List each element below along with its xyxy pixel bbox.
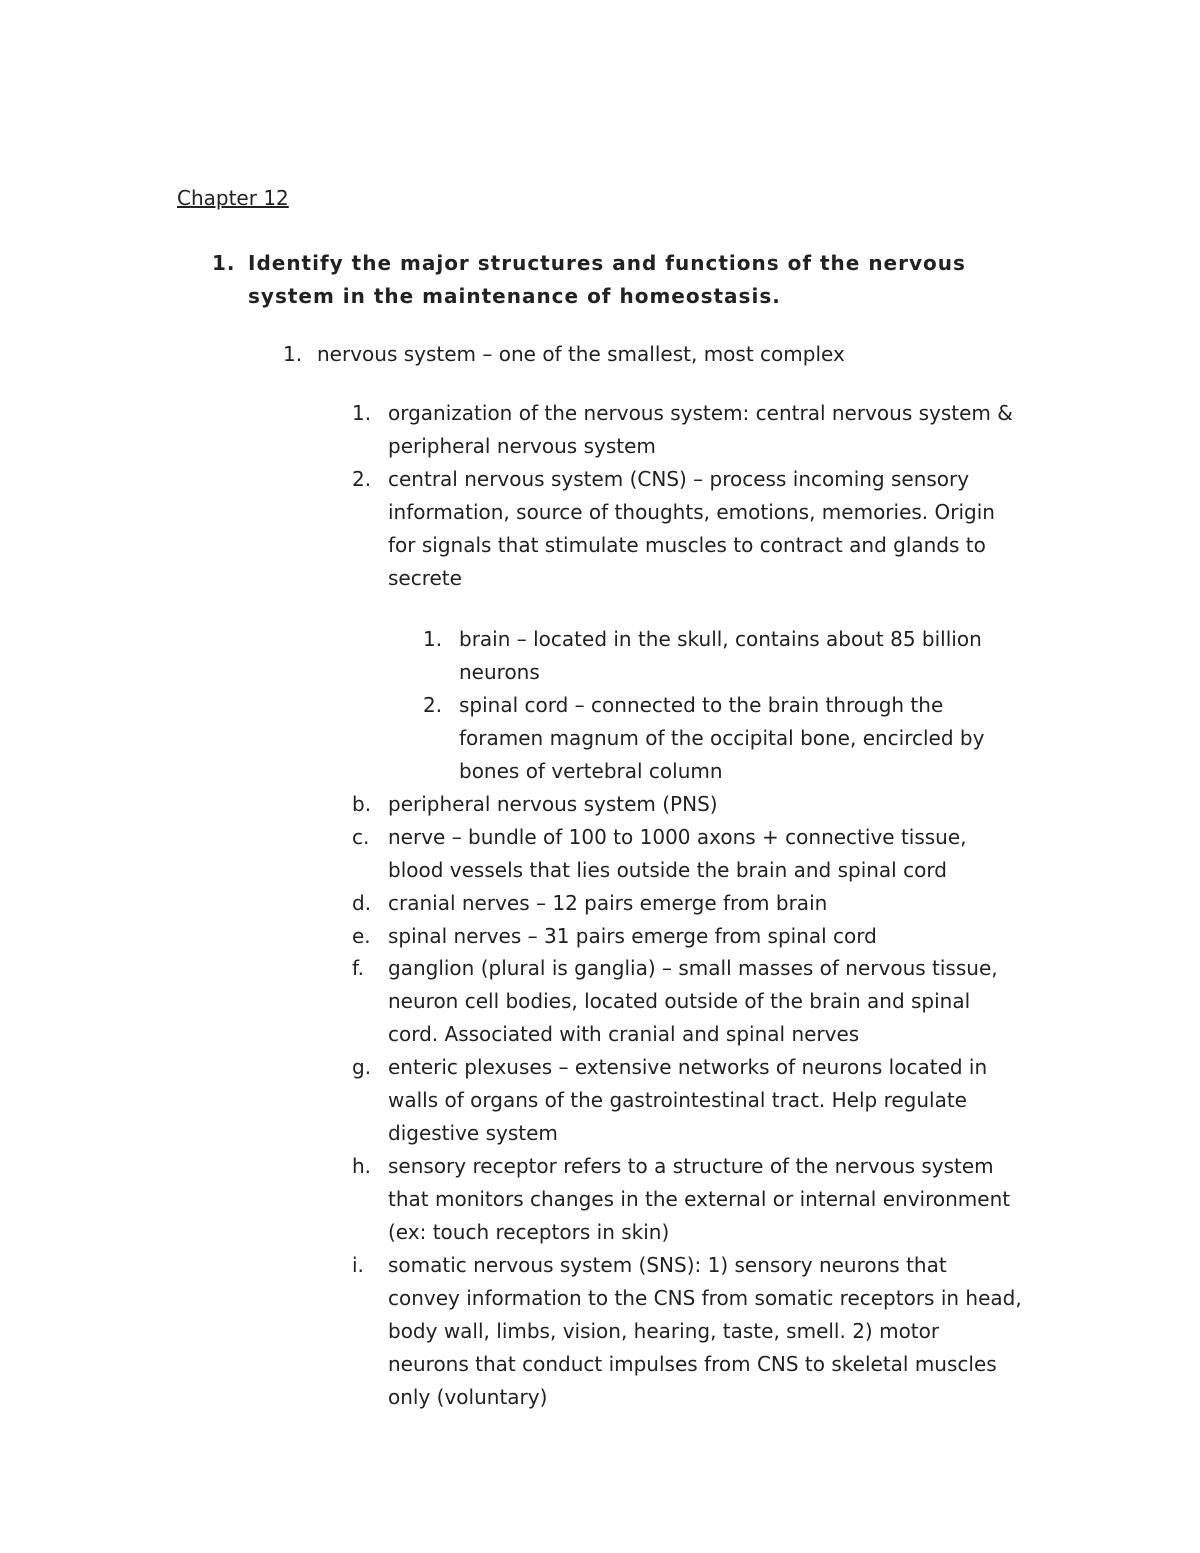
list-text: central nervous system (CNS) – process incoming sensory information, source of thoughts, emotions, memories. Origin for signals that stimulate muscles to contract and glands to secrete	[388, 467, 995, 590]
list-item-level2	[352, 887, 1024, 920]
objective-marker: 1.	[212, 251, 236, 275]
list-text: ganglion (plural is ganglia) – small masses of nervous tissue, neuron cell bodies, located outside of the brain and spinal cord. Associated with cranial and spinal nerves	[388, 956, 998, 1046]
chapter-title: Chapter 12	[177, 186, 289, 210]
list-marker: f.	[352, 956, 364, 980]
list-marker: i.	[352, 1253, 364, 1277]
list-item-level3	[423, 689, 1023, 788]
objective-heading	[212, 247, 992, 313]
list-text: somatic nervous system (SNS): 1) sensory neurons that convey information to the CNS from somatic receptors in head, body wall, limbs, vision, hearing, taste, smell. 2) motor neurons that conduct impulses from CNS to skeletal muscles only (voluntary)	[388, 1253, 1022, 1409]
list-text: nerve – bundle of 100 to 1000 axons + connective tissue, blood vessels that lies outside the brain and spinal cord	[388, 825, 967, 882]
list-marker: e.	[352, 924, 371, 948]
list-item-level2	[352, 463, 1024, 595]
list-marker: b.	[352, 792, 372, 816]
list-item-level2	[352, 397, 1024, 463]
list-text: organization of the nervous system: central nervous system & peripheral nervous system	[388, 401, 1013, 458]
list-text: enteric plexuses – extensive networks of neurons located in walls of organs of the gastrointestinal tract. Help regulate digestive system	[388, 1055, 988, 1145]
list-text: nervous system – one of the smallest, most complex	[317, 342, 845, 366]
list-item-level2	[352, 1249, 1024, 1414]
list-text: cranial nerves – 12 pairs emerge from brain	[388, 891, 828, 915]
list-text: peripheral nervous system (PNS)	[388, 792, 718, 816]
list-item-level2	[352, 821, 1024, 887]
list-marker: 1.	[423, 627, 443, 651]
list-marker: 2.	[423, 693, 443, 717]
list-item-level2	[352, 1051, 1024, 1150]
list-item-level2	[352, 920, 1024, 953]
list-item-level2	[352, 952, 1024, 1051]
list-item-level2	[352, 788, 1024, 821]
list-marker: g.	[352, 1055, 372, 1079]
objective-text: Identify the major structures and functions of the nervous system in the maintenance of homeostasis.	[248, 251, 966, 308]
list-marker: 1.	[352, 401, 372, 425]
list-marker: d.	[352, 891, 372, 915]
list-marker: c.	[352, 825, 370, 849]
list-text: sensory receptor refers to a structure of the nervous system that monitors changes in the external or internal environment (ex: touch receptors in skin)	[388, 1154, 1011, 1244]
list-marker: 1.	[283, 342, 303, 366]
list-item-level1	[283, 338, 923, 371]
list-text: brain – located in the skull, contains about 85 billion neurons	[459, 627, 982, 684]
list-item-level2	[352, 1150, 1024, 1249]
list-item-level3	[423, 623, 1023, 689]
list-marker: 2.	[352, 467, 372, 491]
list-text: spinal cord – connected to the brain through the foramen magnum of the occipital bone, encircled by bones of vertebral column	[459, 693, 985, 783]
list-text: spinal nerves – 31 pairs emerge from spinal cord	[388, 924, 877, 948]
list-marker: h.	[352, 1154, 372, 1178]
